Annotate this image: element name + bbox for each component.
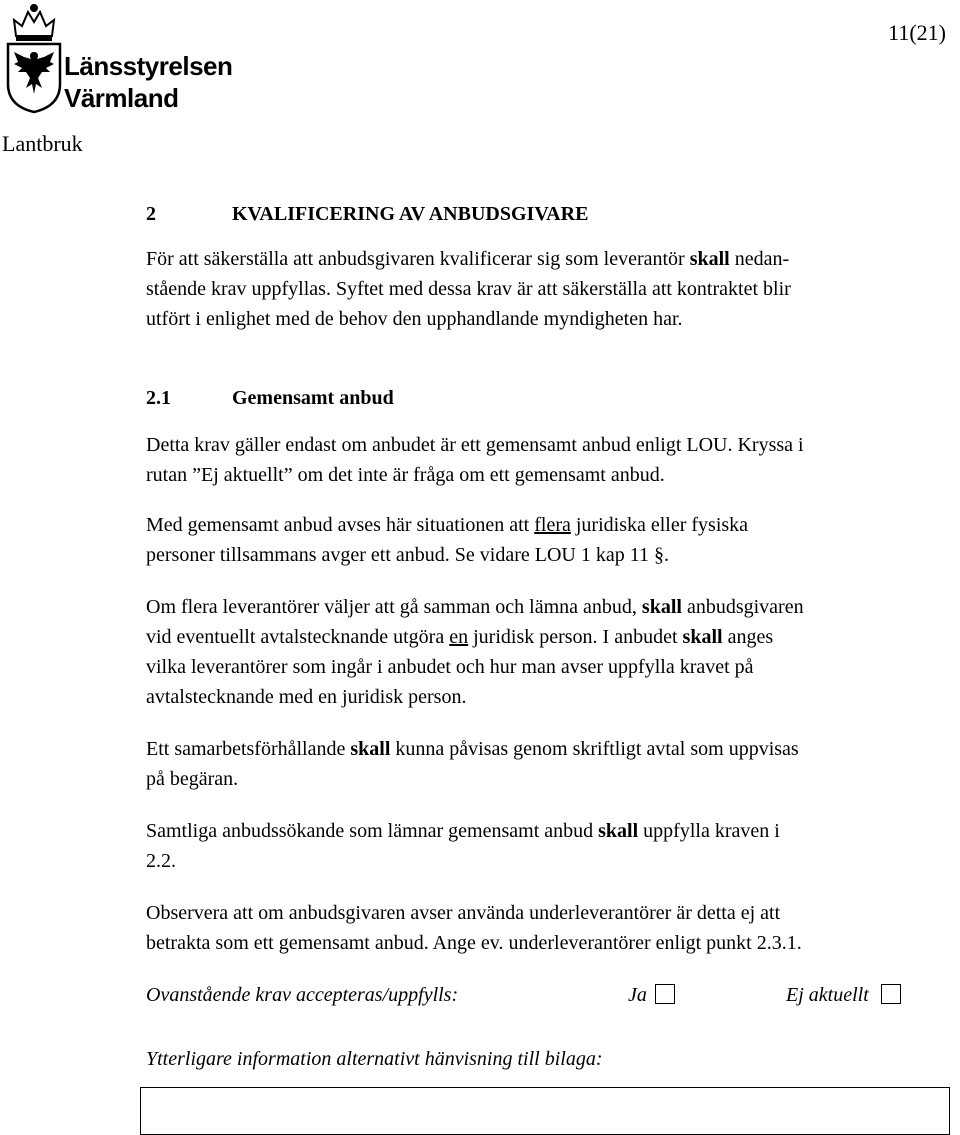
text-span: Ett samarbetsförhållande xyxy=(146,738,351,760)
document-body xyxy=(146,200,951,1074)
org-name-line1: Länsstyrelsen xyxy=(64,51,233,81)
text-span: juridiska eller fysiska xyxy=(570,514,749,536)
paragraph-definition xyxy=(146,510,951,570)
bold-text: skall xyxy=(350,738,391,760)
acceptance-row xyxy=(146,980,951,1010)
text-span: Om flera leverantörer väljer att gå samman och lämna anbud, xyxy=(146,596,642,618)
paragraph-joint-suppliers xyxy=(146,592,951,712)
text-span: stående krav uppfyllas. Syftet med dessa krav är att säkerställa att kontraktet blir xyxy=(146,278,791,300)
text-span: nedan- xyxy=(729,248,790,270)
text-span: rutan ”Ej aktuellt” om det inte är fråga om ett gemensamt anbud. xyxy=(146,464,665,486)
text-span: uppfylla kraven i xyxy=(638,820,780,842)
option-yes-label: Ja xyxy=(628,984,647,1006)
option-na-label: Ej aktuellt xyxy=(786,984,869,1006)
text-span: på begäran. xyxy=(146,768,239,790)
additional-info-label: Ytterligare information alternativt hänvisning till bilaga: xyxy=(146,1048,603,1070)
text-span: utfört i enlighet med de behov den upphandlande myndigheten har. xyxy=(146,308,683,330)
section-heading xyxy=(146,200,951,228)
yes-checkbox[interactable] xyxy=(655,984,675,1004)
paragraph-requirements xyxy=(146,816,951,876)
paragraph-scope xyxy=(146,430,951,490)
subsection-number: 2.1 xyxy=(146,387,171,409)
section-title: KVALIFICERING AV ANBUDSGIVARE xyxy=(232,203,589,225)
underlined-text: flera xyxy=(534,514,571,536)
organization-name xyxy=(64,50,232,114)
text-span: personer tillsammans avger ett anbud. Se vidare LOU 1 kap 11 §. xyxy=(146,544,670,566)
text-span: juridisk person. I anbudet xyxy=(468,626,683,648)
text-span: avtalstecknande med en juridisk person. xyxy=(146,686,467,708)
additional-info-field[interactable] xyxy=(140,1087,950,1135)
text-span: Observera att om anbudsgivaren avser använda underleverantörer är detta ej att xyxy=(146,902,781,924)
text-span: betrakta som ett gemensamt anbud. Ange ev. underleverantörer enligt punkt 2.3.1. xyxy=(146,932,802,954)
bold-text: skall xyxy=(641,596,682,618)
underlined-text: en xyxy=(449,626,469,648)
text-span: anbudsgivaren xyxy=(681,596,804,618)
text-span: vid eventuellt avtalstecknande utgöra xyxy=(146,626,450,648)
na-checkbox[interactable] xyxy=(881,984,901,1004)
org-name-line2: Värmland xyxy=(64,83,179,113)
option-na xyxy=(786,980,901,1010)
text-span: Detta krav gäller endast om anbudet är ett gemensamt anbud enligt LOU. Kryssa i xyxy=(146,434,804,456)
text-span: Samtliga anbudssökande som lämnar gemensamt anbud xyxy=(146,820,599,842)
page-number: 11(21) xyxy=(888,20,946,45)
bold-text: skall xyxy=(682,626,723,648)
acceptance-label: Ovanstående krav accepteras/uppfylls: xyxy=(146,984,459,1006)
section-number: 2 xyxy=(146,203,156,225)
paragraph-subcontractors xyxy=(146,898,951,958)
subsection-title: Gemensamt anbud xyxy=(232,387,394,409)
text-span: anges xyxy=(722,626,774,648)
bold-text: skall xyxy=(598,820,639,842)
text-span: vilka leverantörer som ingår i anbudet och hur man avser uppfylla kravet på xyxy=(146,656,754,678)
text-span: 2.2. xyxy=(146,850,176,872)
bold-text: skall xyxy=(689,248,730,270)
text-span: För att säkerställa att anbudsgivaren kvalificerar sig som leverantör xyxy=(146,248,690,270)
text-span: kunna påvisas genom skriftligt avtal som uppvisas xyxy=(390,738,799,760)
department-label: Lantbruk xyxy=(2,131,83,156)
option-yes xyxy=(628,980,675,1010)
section-intro xyxy=(146,244,951,334)
paragraph-cooperation xyxy=(146,734,951,794)
text-span: Med gemensamt anbud avses här situationen att xyxy=(146,514,535,536)
coat-of-arms-logo xyxy=(4,2,64,114)
subsection-heading xyxy=(146,384,951,412)
